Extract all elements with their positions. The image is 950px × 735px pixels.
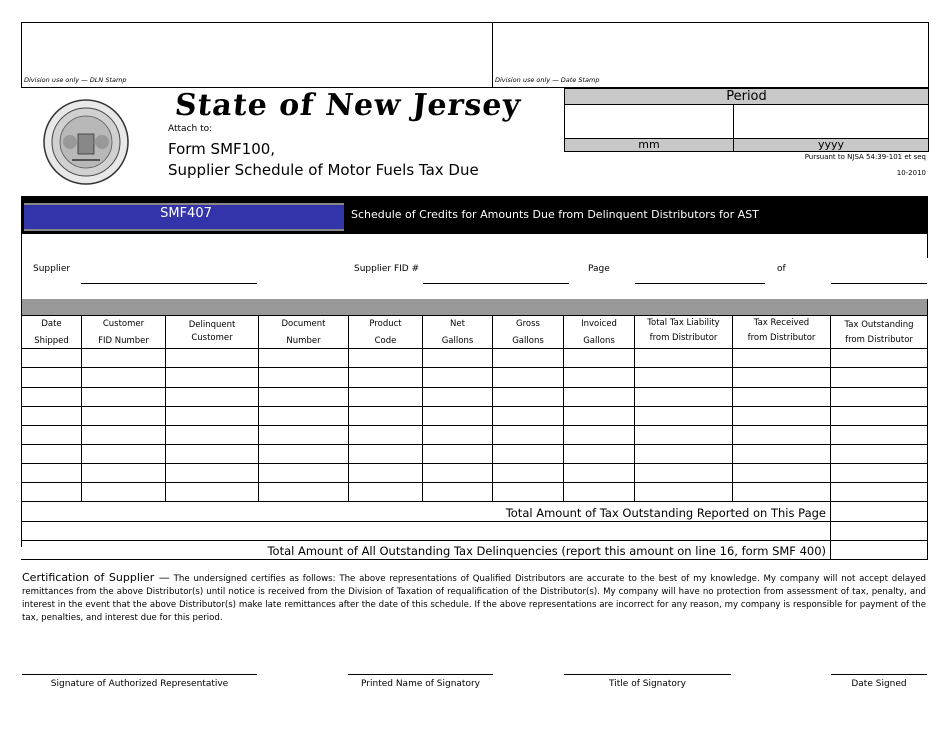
form-description: Supplier Schedule of Motor Fuels Tax Due	[168, 161, 479, 179]
supplier-label: Supplier	[33, 264, 71, 274]
form-reference: Form SMF100,	[168, 140, 276, 158]
title-label: Title of Signatory	[609, 679, 686, 689]
period-mm-field[interactable]	[564, 104, 734, 139]
col-product-code: Product Code	[369, 319, 402, 346]
page-label: Page	[588, 264, 610, 274]
col-document-number: Document Number	[281, 319, 326, 346]
col-total-tax-liability: Total Tax Liability from Distributor	[647, 318, 720, 343]
date-stamp-label: Division use only — Date Stamp	[495, 76, 600, 84]
total-page-label: Total Amount of Tax Outstanding Reported on This Page	[505, 506, 826, 520]
signature-label: Signature of Authorized Representative	[50, 679, 229, 689]
total-all-label: Total Amount of All Outstanding Tax Delinquencies (report this amount on line 16, form SMF 400)	[267, 544, 826, 558]
form-code: SMF407	[160, 206, 212, 221]
total-all-field[interactable]	[831, 541, 927, 559]
printed-name-line[interactable]	[348, 674, 493, 675]
revision-date: 10-2010	[896, 169, 926, 177]
certification-paragraph	[22, 571, 926, 625]
page-total-field[interactable]	[831, 283, 927, 284]
col-net-gallons: Net Gallons	[441, 319, 474, 346]
supplier-field[interactable]	[81, 283, 257, 284]
supplier-fid-field[interactable]	[423, 283, 569, 284]
col-customer-fid: Customer FID Number	[98, 319, 149, 346]
col-date-shipped: Date Shipped	[34, 319, 69, 346]
printed-name-label: Printed Name of Signatory	[361, 679, 480, 689]
page-of-label: of	[777, 264, 786, 274]
schedule-description: Schedule of Credits for Amounts Due from Delinquent Distributors for AST	[351, 208, 759, 221]
dln-stamp-label: Division use only — DLN Stamp	[24, 76, 127, 84]
table-divider-bar	[22, 299, 928, 315]
attach-to-label: Attach to:	[168, 124, 213, 134]
period-yyyy-label: yyyy	[733, 138, 929, 152]
col-tax-received: Tax Received from Distributor	[747, 318, 816, 343]
total-page-field[interactable]	[831, 502, 927, 520]
state-title: State of New Jersey	[173, 88, 523, 123]
page-number-field[interactable]	[635, 283, 765, 284]
table-body[interactable]	[22, 349, 927, 501]
title-line[interactable]	[564, 674, 731, 675]
col-invoiced-gallons: Invoiced Gallons	[581, 319, 617, 346]
col-delinquent-customer: Delinquent Customer	[188, 320, 236, 343]
statute-reference: Pursuant to NJSA 54:39-101 et seq	[804, 153, 926, 161]
certification-text: The undersigned certifies as follows: The above representations of Qualified Distributors are accurate to the best of my knowledge. My company will not accept delayed remittances from the above Distributor(s) until notice is received from the Division of Taxation of requalification of the Distributor(s). My company will have no protection from assessment of tax, penalty, and interest in the event that the above Distributor(s) make late remittances after the date of this schedule. If the above representations are incorrect for any reason, my company is responsible for payment of the tax, penalties, and interest due for this period.	[22, 574, 927, 623]
col-tax-outstanding: Tax Outstanding from Distributor	[844, 320, 914, 345]
period-mm-label: mm	[564, 138, 734, 152]
signature-line[interactable]	[22, 674, 257, 675]
date-signed-line[interactable]	[831, 674, 927, 675]
col-gross-gallons: Gross Gallons	[512, 319, 544, 346]
period-header: Period	[564, 88, 929, 105]
state-seal-icon	[42, 98, 130, 186]
certification-heading: Certification of Supplier —	[22, 571, 170, 584]
supplier-fid-label: Supplier FID #	[354, 264, 420, 274]
date-signed-label: Date Signed	[851, 679, 907, 689]
period-yyyy-field[interactable]	[733, 104, 929, 139]
